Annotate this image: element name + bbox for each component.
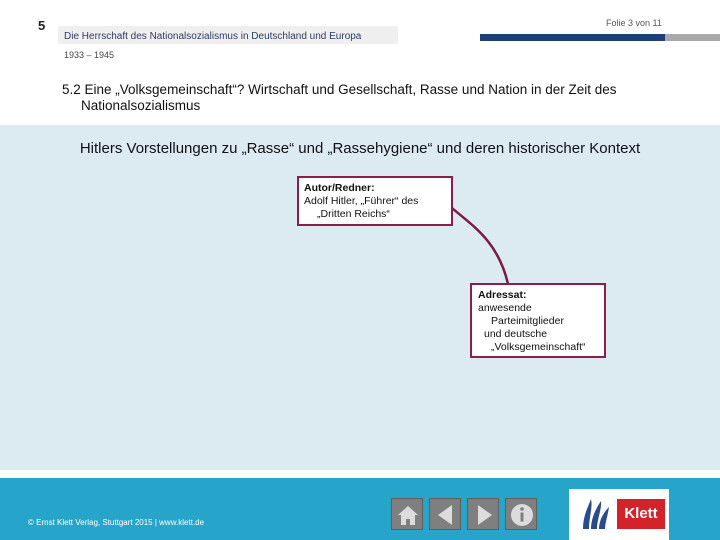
klett-logo-text: Klett <box>617 499 665 529</box>
copyright-text: © Ernst Klett Verlag, Stuttgart 2015 | www.klett.de <box>28 518 205 527</box>
chapter-number: 5 <box>38 18 46 33</box>
previous-button[interactable] <box>429 498 461 530</box>
addressee-line4: „Volksgemeinschaft“ <box>491 341 586 353</box>
header-accent-line-grey <box>665 34 720 41</box>
section-title <box>62 82 702 114</box>
addressee-label: Adressat: <box>478 289 527 301</box>
home-button[interactable] <box>391 498 423 530</box>
addressee-line3: und deutsche <box>484 328 548 340</box>
period-label: 1933 – 1945 <box>64 50 115 60</box>
home-icon <box>392 499 424 531</box>
slide-counter: Folie 3 von 11 <box>606 18 662 28</box>
info-button[interactable] <box>505 498 537 530</box>
content-heading: Hitlers Vorstellungen zu „Rasse“ und „Rassehygiene“ und deren historischer Kontext <box>79 140 641 157</box>
author-line2: „Dritten Reichs“ <box>317 208 390 220</box>
addressee-box <box>470 283 606 358</box>
section-title-line2: Nationalsozialismus <box>81 98 201 113</box>
header-title: Die Herrschaft des Nationalsozialismus in Deutschland und Europa <box>64 31 362 42</box>
author-label: Autor/Redner: <box>304 182 375 194</box>
section-title-line1: 5.2 Eine „Volksgemeinschaft“? Wirtschaft und Gesellschaft, Rasse und Nation in der Zeit des <box>62 82 617 97</box>
info-icon <box>506 499 538 531</box>
addressee-line2: Parteimitglieder <box>491 315 564 327</box>
klett-clover-icon <box>577 495 613 533</box>
addressee-line1: anwesende <box>478 302 532 314</box>
klett-logo <box>569 489 669 540</box>
next-button[interactable] <box>467 498 499 530</box>
next-icon <box>468 499 500 531</box>
header-accent-line <box>480 34 665 41</box>
author-line1: Adolf Hitler, „Führer“ des <box>304 195 419 207</box>
previous-icon <box>430 499 462 531</box>
author-box <box>297 176 453 226</box>
